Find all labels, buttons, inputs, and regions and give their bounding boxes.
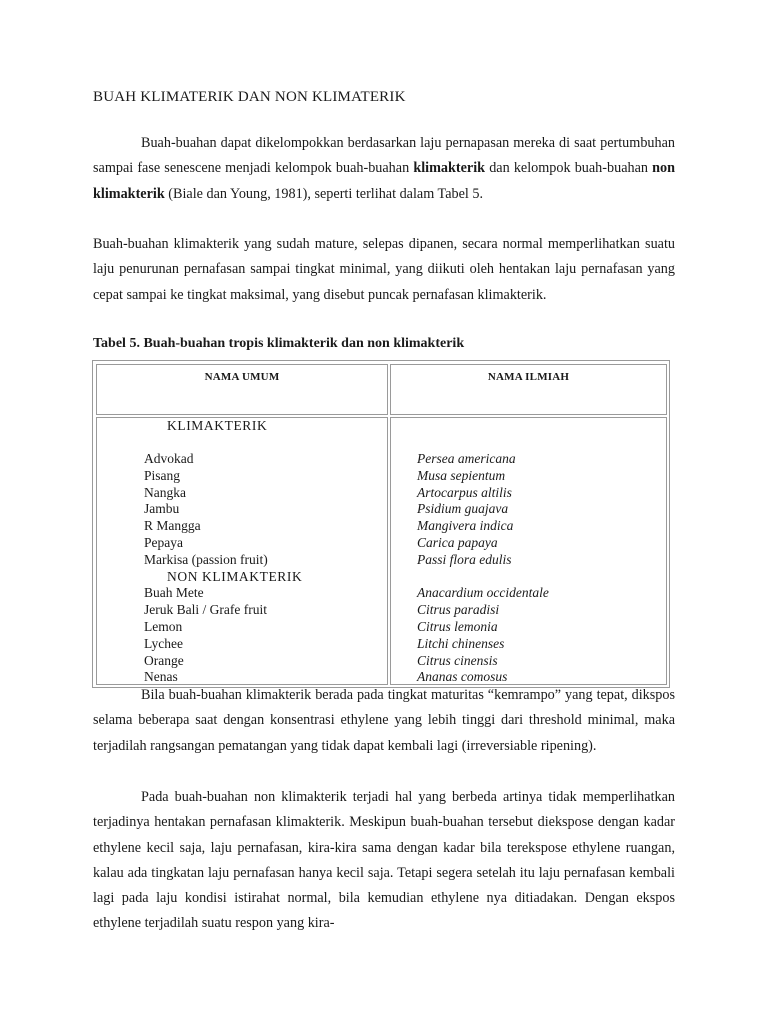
common-names-list [144,451,302,686]
list-item: Jambu [144,501,180,517]
list-item: Artocarpus altilis [417,484,512,500]
table-header-scientific-name: NAMA ILMIAH [487,371,570,383]
list-item: Persea americana [417,451,516,466]
paragraph-intro-text-2: dan kelompok buah-buahan [485,160,653,177]
list-item: Carica papaya [417,534,498,550]
list-item: Passi flora edulis [417,551,512,567]
term-non-klimakterik: non klimakterik [93,160,675,202]
list-item: Musa sepientum [417,467,506,483]
table-caption: Tabel 5. Buah-buahan tropis klimakterik dan non klimakterik [93,336,465,351]
list-item: Pisang [144,467,181,483]
table-header-cell-scientific [390,364,667,415]
list-item: R Mangga [144,518,201,534]
table-header-common-name: NAMA UMUM [204,371,280,383]
table-body-cell-common [96,417,388,685]
paragraph-non-climacteric: Pada buah-buahan non klimakterik terjadi hal yang berbeda artinya tidak memperlihatkan terjadinya hentakan pernafasan klimakterik. Meskipun buah-buahan tersebut diekspose dengan kadar ethylene kecil saja, laju pernafasan, kira-kira sama dengan kadar bila terekspose ethylene ruangan, kalau ada tingkatan laju pernafasan hanya kecil saja. Tetapi segera setelah itu laju pernafasan kembali lagi pada laju kondisi istirahat normal, bila kemudian ethylene nya ditiadakan. Dengan ekspos ethylene terjadilah suatu respon yang kira- [93,789,675,932]
list-item: Pepaya [144,534,183,550]
list-item: Psidium guajava [417,501,509,517]
row-spacer [417,569,549,586]
paragraph-intro-text-1: Buah-buahan dapat dikelompokkan berdasarkan laju pernapasan mereka di saat pertumbuhan sampai fase senescene menjadi kelompok buah-buahan [93,135,675,177]
fruit-table [92,360,670,688]
list-item: Nangka [144,484,186,500]
table-header-cell-common [96,364,388,415]
term-klimakterik: klimakterik [413,160,486,177]
paragraph-climacteric-description: Buah-buahan klimakterik yang sudah mature, selepas dipanen, secara normal memperlihatkan suatu laju penurunan pernafasan sampai tingkat minimal, yang diikuti oleh hentakan laju pernafasan yang cepat sampai ke tingkat maksimal, yang disebut puncak pernafasan klimakterik. [93,236,675,303]
list-item: Lemon [144,618,183,634]
paragraph-climacteric-ethylene: Bila buah-buahan klimakterik berada pada tingkat maturitas “kemrampo” yang tepat, dikspos selama beberapa saat dengan konsentrasi ethylene yang lebih tinggi dari threshold minimal, maka terjadilah rangsangan pematangan yang tidak dapat kembali lagi (irreversiable ripening). [93,687,675,754]
list-item: Mangivera indica [417,518,514,534]
list-item: Anacardium occidentale [417,585,549,601]
paragraph-intro [93,131,675,207]
table-body-cell-scientific [390,417,667,685]
page-title: BUAH KLIMATERIK DAN NON KLIMATERIK [93,89,406,105]
list-item: Advokad [144,451,194,466]
list-item: Citrus paradisi [417,602,500,618]
list-item: Litchi chinenses [417,635,505,651]
list-item: Markisa (passion fruit) [144,551,268,567]
list-item: Citrus lemonia [417,618,498,634]
list-item: Ananas comosus [417,669,508,685]
group-label-klimakterik: KLIMAKTERIK [167,418,268,433]
group-label-non-klimakterik: NON KLIMAKTERIK [167,568,303,584]
list-item: Jeruk Bali / Grafe fruit [144,602,267,618]
list-item: Lychee [144,635,183,651]
list-item: Buah Mete [144,585,204,601]
list-item: Citrus cinensis [417,652,498,668]
list-item: Orange [144,652,184,668]
paragraph-intro-text-3: (Biale dan Young, 1981), seperti terlihat dalam Tabel 5. [164,185,484,202]
scientific-names-list [417,451,549,686]
list-item: Nenas [144,669,178,685]
